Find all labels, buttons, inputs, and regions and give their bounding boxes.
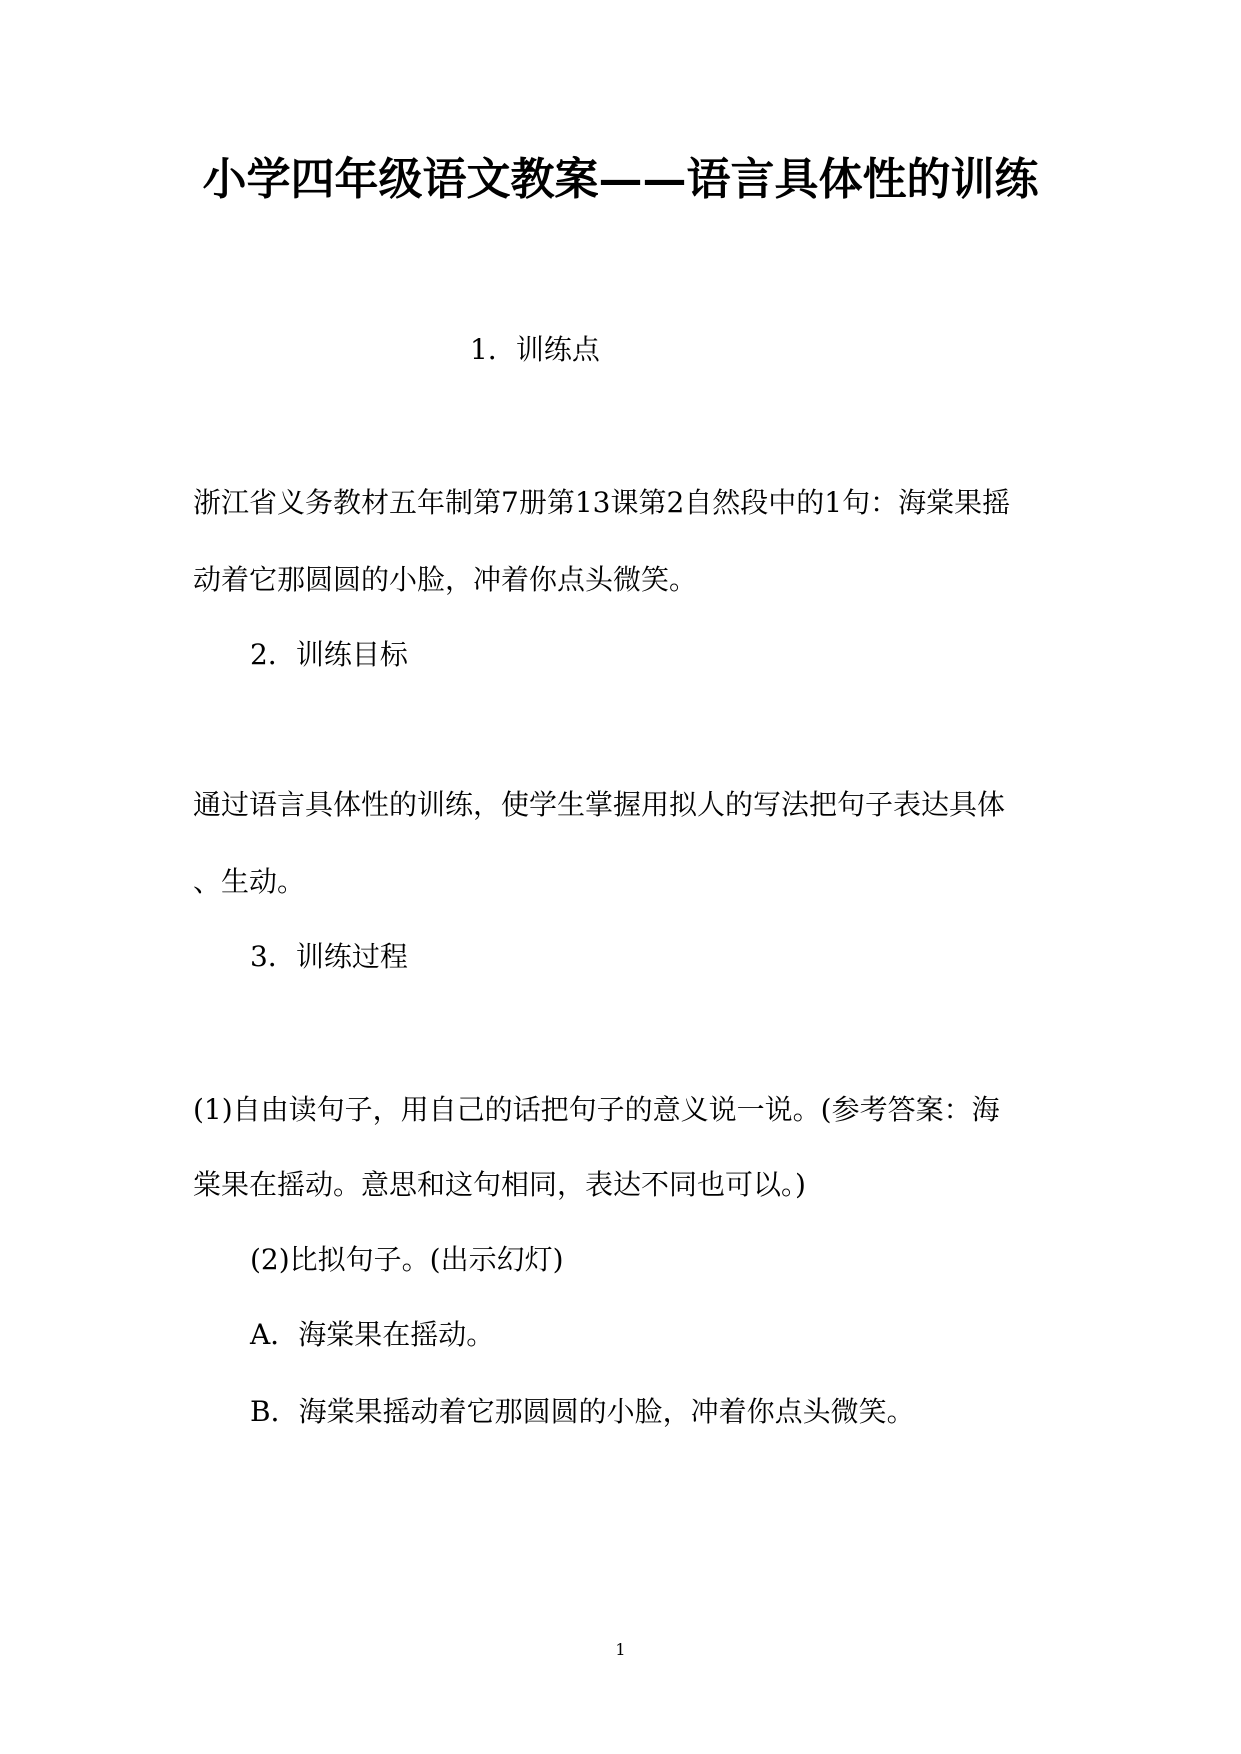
document-title: 小学四年级语文教案——语言具体性的训练 <box>202 154 1039 205</box>
paragraph-line: 、生动。 <box>193 865 306 898</box>
list-item: B．海棠果摇动着它那圆圆的小脸，冲着你点头微笑。 <box>250 1395 915 1428</box>
section-heading-training-point: 1．训练点 <box>470 333 600 366</box>
paragraph-line: (2)比拟句子。(出示幻灯) <box>250 1243 564 1276</box>
paragraph-line: 动着它那圆圆的小脸，冲着你点头微笑。 <box>193 563 698 596</box>
paragraph-line: 棠果在摇动。意思和这句相同，表达不同也可以。) <box>193 1168 806 1201</box>
section-heading-training-goal: 2．训练目标 <box>250 638 408 671</box>
paragraph-line: 通过语言具体性的训练，使学生掌握用拟人的写法把句子表达具体 <box>193 788 1006 821</box>
section-heading-training-process: 3．训练过程 <box>250 940 408 973</box>
list-item: A．海棠果在摇动。 <box>250 1318 495 1351</box>
page-number: 1 <box>615 1640 626 1659</box>
paragraph-line: 浙江省义务教材五年制第7册第13课第2自然段中的1句：海棠果摇 <box>193 486 1011 519</box>
paragraph-line: (1)自由读句子，用自己的话把句子的意义说一说。(参考答案：海 <box>193 1093 1000 1126</box>
